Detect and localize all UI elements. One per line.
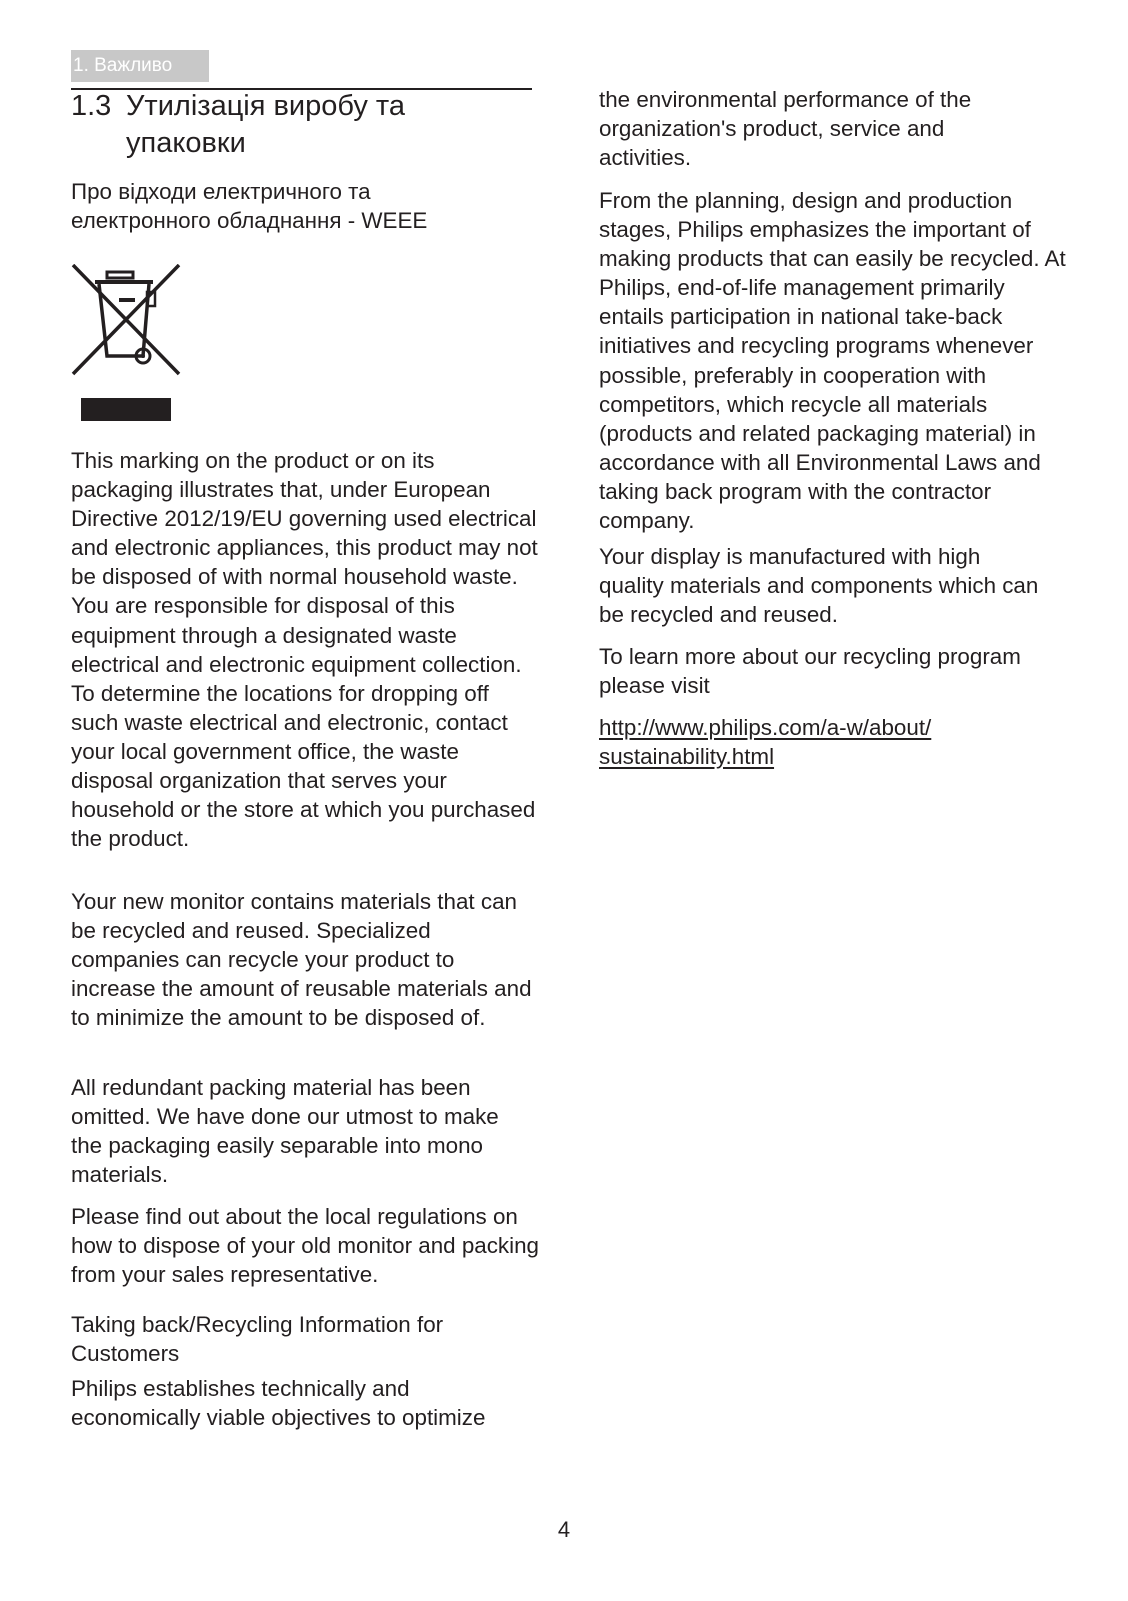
weee-title: Про відходи електричного та електронного обладнання - WEEE: [71, 179, 428, 234]
weee-paragraph: This marking on the product or on its packaging illustrates that, under European Directive 2012/19/EU governing used electrical and electronic appliances, this product may not be disposed of with normal household waste. You are responsible for disposal of this equipment through a designated waste electrical and electronic equipment collection. To determine the locations for dropping off such waste electrical and electronic, contact your local government office, the waste disposal organization that serves your household or the store at which you purchased the product.: [71, 448, 538, 852]
display-paragraph: Your display is manufactured with high quality materials and components which can be recycled and reused.: [599, 544, 1039, 628]
sustainability-link-line2: sustainability.html: [599, 744, 775, 770]
regulations-paragraph: Please find out about the local regulations on how to dispose of your old monitor and packing from your sales representative.: [71, 1204, 539, 1288]
recycle-paragraph: Your new monitor contains materials that can be recycled and reused. Specialized companies can recycle your product to increase the amount of reusable materials and to minimize the amount to be disposed of.: [71, 889, 532, 1031]
section-number: 1.3: [71, 90, 112, 122]
section-title: Утилізація виробу та упаковки: [126, 90, 405, 159]
sustainability-link[interactable]: [599, 715, 931, 769]
recycling-subheading: Taking back/Recycling Information for Customers: [71, 1312, 444, 1367]
crossed-out-wheeled-bin-icon: [71, 264, 185, 434]
philips-paragraph-start: Philips establishes technically and economically viable objectives to optimize: [71, 1376, 486, 1431]
learn-more-paragraph: To learn more about our recycling program please visit: [599, 644, 1021, 699]
planning-paragraph: From the planning, design and production stages, Philips emphasizes the important of making products that can easily be recycled. At Philips, end-of-life management primarily entails participation in national take-back initiatives and recycling programs whenever possible, preferably in cooperation with competitors, which recycle all materials (products and related packaging material) in accordance with all Environmental Laws and taking back program with the contractor company.: [599, 188, 1066, 534]
page-number: 4: [557, 1517, 571, 1542]
sustainability-link-line1: http://www.philips.com/a-w/about/: [599, 715, 932, 740]
packing-paragraph: All redundant packing material has been omitted. We have done our utmost to make the packaging easily separable into mono materials.: [71, 1075, 499, 1188]
sustainability-link-block: [599, 713, 1079, 771]
section-tab: 1. Важливо: [71, 50, 209, 82]
philips-paragraph-cont: the environmental performance of the organization's product, service and activities.: [599, 87, 972, 171]
